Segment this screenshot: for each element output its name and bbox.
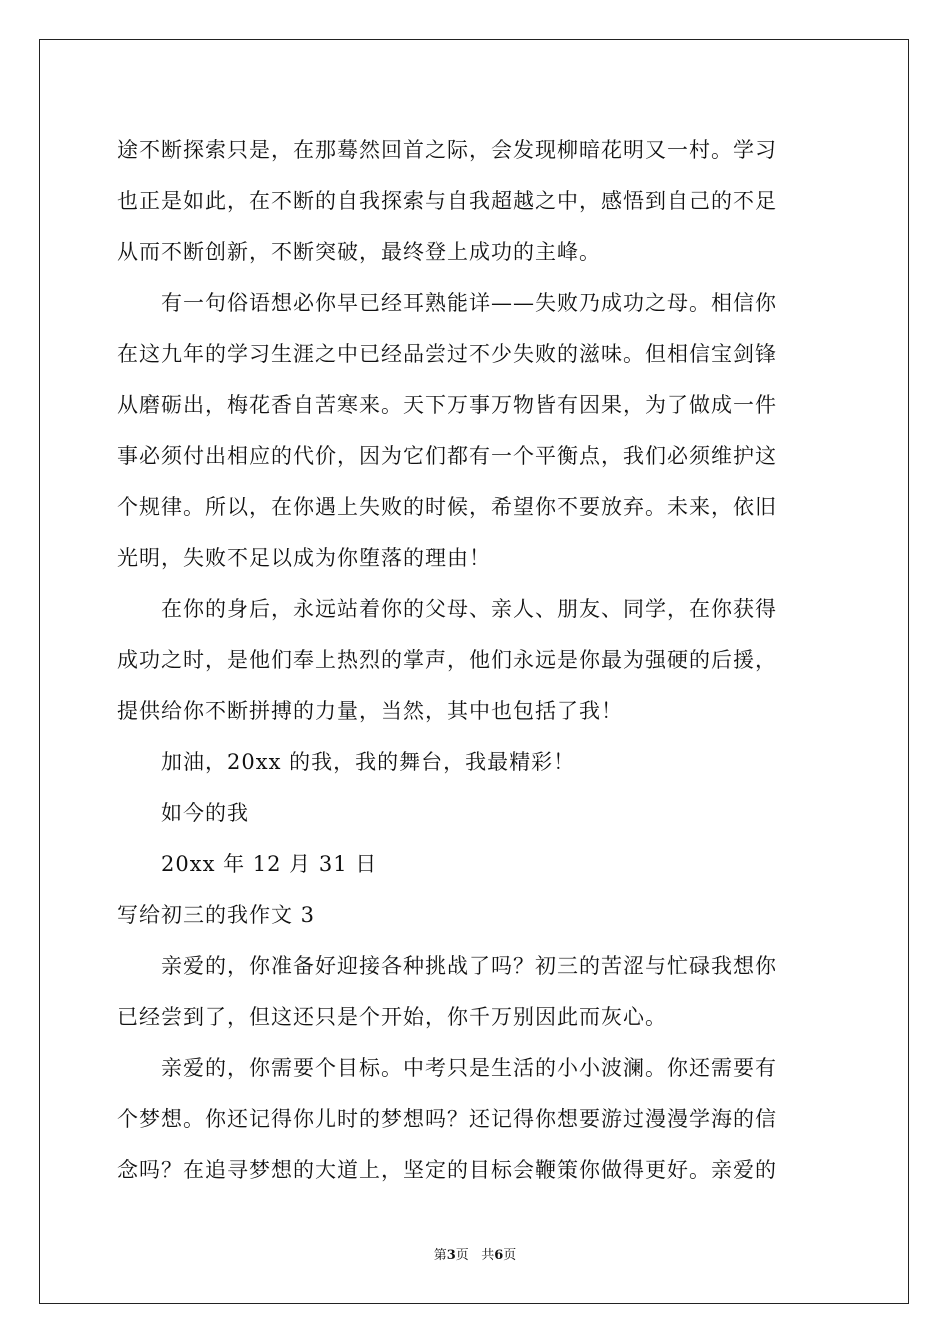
text-line: 也正是如此，在不断的自我探索与自我超越之中，感悟到自己的不足 [117,189,777,213]
text-line: 个梦想。你还记得你儿时的梦想吗？还记得你想要游过漫漫学海的信 [117,1107,777,1131]
text-line: 如今的我 [161,801,249,825]
page-footer [0,1246,950,1266]
text-line: 亲爱的，你需要个目标。中考只是生活的小小波澜。你还需要有 [161,1056,777,1080]
footer-page-suffix: 页 [455,1248,469,1263]
text-line: 光明，失败不足以成为你堕落的理由！ [117,546,491,570]
text-line: 20xx 年 12 月 31 日 [161,852,378,876]
document-body [117,125,833,1196]
text-line: 途不断探索只是，在那蓦然回首之际，会发现柳暗花明又一村。学习 [117,138,777,162]
footer-total-pages: 6 [494,1248,504,1263]
text-line: 成功之时，是他们奉上热烈的掌声，他们永远是你最为强硬的后援， [117,648,777,672]
text-line: 从而不断创新，不断突破，最终登上成功的主峰。 [117,240,601,264]
text-line: 事必须付出相应的代价，因为它们都有一个平衡点，我们必须维护这 [117,444,777,468]
text-line: 已经尝到了，但这还只是个开始，你千万别因此而灰心。 [117,1005,667,1029]
text-line: 提供给你不断拼搏的力量，当然，其中也包括了我！ [117,699,623,723]
text-line: 有一句俗语想必你早已经耳熟能详——失败乃成功之母。相信你 [161,291,777,315]
text-line: 从磨砺出，梅花香自苦寒来。天下万事万物皆有因果，为了做成一件 [117,393,777,417]
text-line: 在这九年的学习生涯之中已经品尝过不少失败的滋味。但相信宝剑锋 [117,342,777,366]
text-line: 加油，20xx 的我，我的舞台，我最精彩！ [161,750,576,774]
footer-total-prefix: 共 [481,1248,495,1263]
footer-page-number: 3 [446,1248,456,1263]
text-line: 在你的身后，永远站着你的父母、亲人、朋友、同学，在你获得 [161,597,777,621]
footer-total-suffix: 页 [503,1248,517,1263]
text-line: 念吗？在追寻梦想的大道上，坚定的目标会鞭策你做得更好。亲爱的 [117,1158,777,1182]
footer-prefix: 第 [433,1248,447,1263]
text-line: 写给初三的我作文 3 [117,903,316,927]
text-line: 亲爱的，你准备好迎接各种挑战了吗？初三的苦涩与忙碌我想你 [161,954,777,978]
text-line: 个规律。所以，在你遇上失败的时候，希望你不要放弃。未来，依旧 [117,495,777,519]
